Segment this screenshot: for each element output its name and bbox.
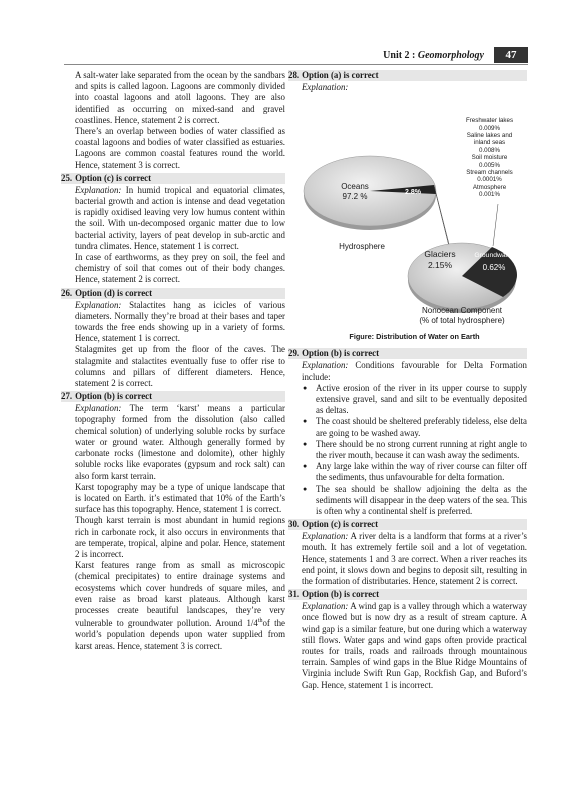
answer-heading-27: 27. Option (b) is correct — [61, 391, 285, 402]
list-item: ● The coast should be sheltered preferably tideless, else delta are going to be washed away. — [316, 416, 527, 438]
left-column — [61, 70, 285, 652]
soil-moisture-label: Soil moisture — [471, 154, 508, 162]
delta-conditions-list — [302, 383, 527, 517]
explanation: Explanation: A river delta is a landform that forms at a river’s mouth. It has extremely fertile soil and a lot of vegetation. Hence, statements 1 and 3 are correct. When a river reaches its end point, it slows down and begins to deposit silt, resulting in the formation of distributaries. Hence, statement 2 is correct. — [302, 531, 527, 587]
list-item: ● Any large lake within the way of river course can filter off the sediments, thus unfavourable for delta formation. — [316, 461, 527, 483]
answer-heading-26: 26. Option (d) is correct — [61, 288, 285, 299]
nonocean-component-label: Nonocean Component (% of total hydrosphere) — [419, 306, 505, 326]
glaciers-label: Glaciers 2.15% — [424, 249, 456, 271]
paragraph: Though karst terrain is most abundant in humid regions rich in carbonate rock, it also occurs in environments that are temperate, tropical, alpine and polar. Hence, statement 2 is incorrect. — [75, 515, 285, 559]
explanation-label: Explanation: — [302, 82, 349, 92]
paragraph: Stalagmites get up from the floor of the caves. The stalagmite and stalactites eventually fuse to offer rise to columns and pillars of different diameters. Hence, statement 2 is correct. — [75, 344, 285, 389]
freshwater-lakes-label: Freshwater lakes — [465, 117, 514, 125]
answer-heading-29: 29. Option (b) is correct — [288, 348, 527, 359]
figure-caption: Figure: Distribution of Water on Earth — [349, 332, 480, 342]
freshwater-lakes-value: 0.009% — [479, 124, 500, 132]
atmosphere-value: 0.001% — [479, 191, 500, 199]
paragraph: In case of earthworms, as they prey on soil, the feel and chemistry of soil that comes out of their body changes. Hence, statement 2 is correct. — [75, 252, 285, 285]
list-item: ● There should be no strong current running at right angle to the river mouth, because it can wash away the sediments. — [316, 439, 527, 461]
connector-line-top — [434, 185, 450, 248]
right-column — [288, 69, 527, 691]
paragraph: There’s an overlap between bodies of water classified as coastal lagoons and bodies of water classified as estuaries. Lagoons are common coastal features round the world. Hence, statement 3 is correct. — [75, 126, 285, 170]
unit-title: Unit 2 : Geomorphology — [383, 49, 484, 61]
stream-channels-value: 0.0001% — [477, 176, 502, 184]
stream-channels-label: Stream channels — [466, 169, 513, 177]
oceans-label: Oceans 97.2 % — [341, 182, 369, 202]
paragraph: Karst features range from as small as microscopic (chemical precipitates) to entire drainage systems and ecosystems which cover hundreds of square miles, and even raise as broad karst plateaus. Although karst processes create beautiful landscapes, they’re very vulnerable to groundwater pollution. Around 1/4thof the world’s population depends upon water supplied from karst areas. Hence, statement 3 is correct. — [75, 560, 285, 651]
saline-lakes-value: 0.008% — [479, 146, 500, 154]
paragraph: Karst topography may be a type of unique landscape that is located on Earth. it’s estimated that 10% of the Earth’s surface has this topography. Hence, statement 1 is correct. — [75, 481, 285, 515]
answer-heading-31: 31. Option (b) is correct — [288, 589, 527, 600]
list-item: ● The sea should be shallow adjoining the delta as the sediments will disappear in the deep waters of the sea. This is often why a continental shelf is preferred. — [316, 484, 527, 518]
explanation: Explanation: Stalactites hang as icicles of various diameters. Normally they’re broad at their bases and taper towards the free ends showing up in a variety of forms. Hence, statement 1 is correct. — [75, 299, 285, 344]
saline-lakes-label-2: inland seas — [473, 139, 506, 147]
explanation: Explanation: In humid tropical and equatorial climates, bacterial growth and action is intense and dead vegetation is rapidly oxidised leaving very low humus content within the soil. With un-decomposed organic matter due to low bacterial activity, layers of peat develop in sub-arctic and tundra climates. Hence, statement 1 is correct. — [75, 184, 285, 251]
soil-moisture-value: 0.005% — [479, 161, 500, 169]
nonocean-slice-label: 2.8% — [405, 189, 421, 197]
explanation: Explanation: Conditions favourable for Delta Formation include: — [302, 360, 527, 382]
hydrosphere-label: Hydrosphere — [339, 242, 385, 252]
atmosphere-label: Atmosphere — [472, 183, 507, 191]
answer-heading-25: 25. Option (c) is correct — [61, 173, 285, 184]
groundwater-label: Groundwater 0.62% — [474, 252, 514, 273]
list-item: ● Active erosion of the river in its upper course to supply extensive gravel, sand and silt to be eventually deposited as deltas. — [316, 383, 527, 417]
explanation: Explanation: The term ‘karst’ means a particular topography formed from the dissolution (also called chemical solution) of underlying soluble rocks by surface water or ground water. Although generally formed by carbonate rocks (limestone and dolomite), other highly soluble rocks like evaporates (gypsum and rock salt) can also form karst terrain. — [75, 403, 285, 481]
header-rule — [64, 64, 528, 65]
answer-heading-30: 30. Option (c) is correct — [288, 519, 527, 530]
paragraph: A salt-water lake separated from the ocean by the sandbars and spits is called lagoon. Lagoons are commonly divided into coastal lagoons and atoll lagoons. They are also identified as occurring on mixed-sand and gravel coastlines. Hence, statement 2 is correct. — [75, 70, 285, 125]
water-distribution-figure — [302, 94, 527, 330]
page-number: 47 — [494, 47, 528, 63]
running-header — [372, 47, 528, 63]
small-components-list — [452, 117, 527, 198]
answer-heading-28: 28. Option (a) is correct — [288, 70, 527, 81]
explanation: Explanation: A wind gap is a valley through which a waterway once flowed but is now dry as a result of stream capture. A wind gap is a similar feature, but one during which a waterway still flows. Water gaps and wind gaps often provide practical routes for trails, roads and railroads through mountainous terrain. Samples of wind gaps in the Blue Ridge Mountains of Virginia include Swift Run Gap, Rockfish Gap, and Buford’s Gap. Hence, statement 1 is incorrect. — [302, 601, 527, 690]
leader-line — [493, 204, 498, 246]
saline-lakes-label: Saline lakes and — [466, 132, 513, 140]
